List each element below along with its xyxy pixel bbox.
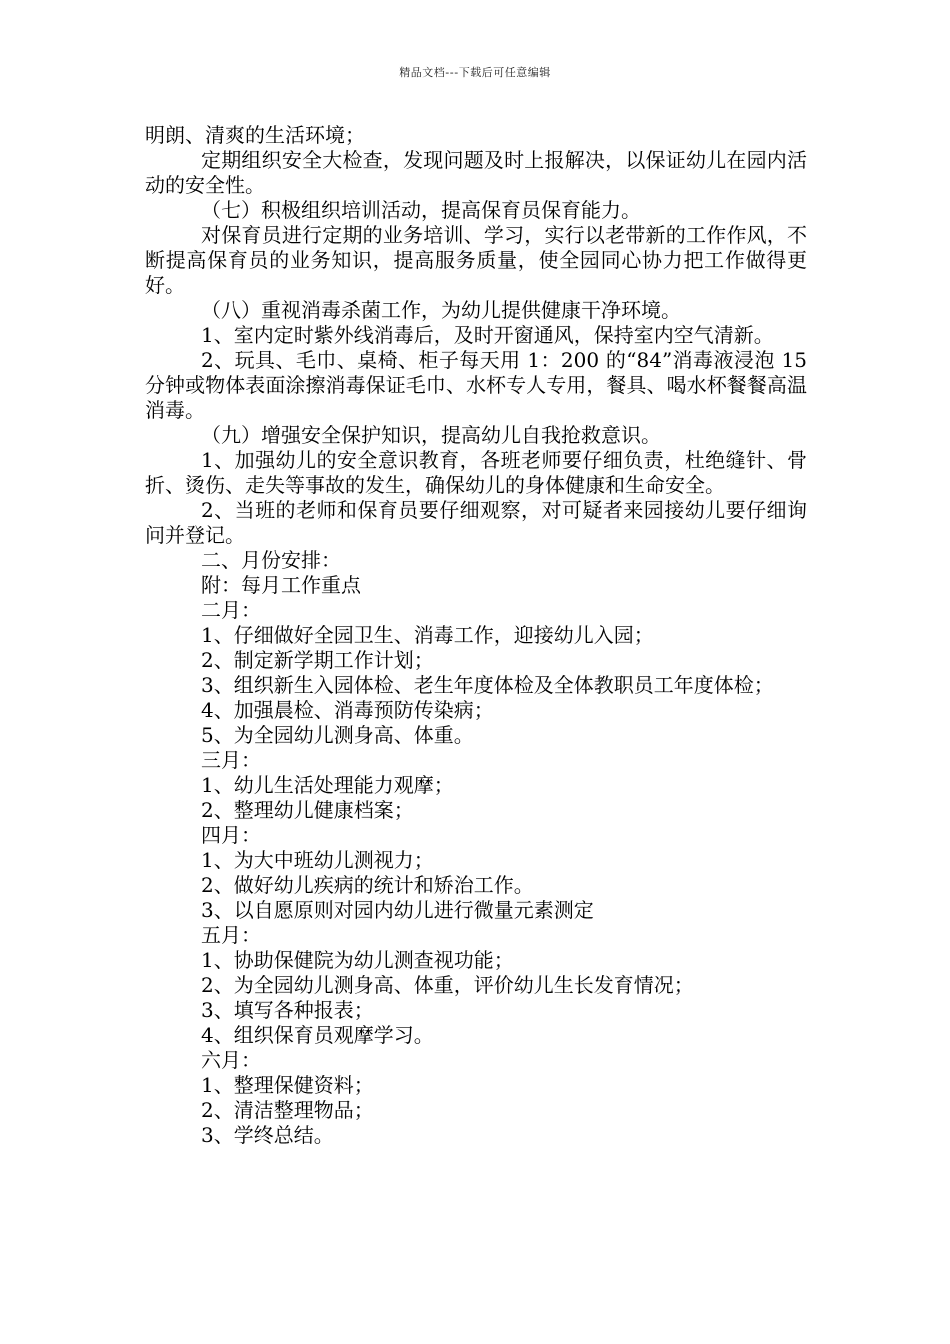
paragraph: 2、整理幼儿健康档案； <box>201 798 414 822</box>
paragraph: 1、整理保健资料； <box>201 1073 374 1097</box>
paragraph: 3、以自愿原则对园内幼儿进行微量元素测定 <box>201 898 594 922</box>
paragraph: 1、室内定时紫外线消毒后，及时开窗通风，保持室内空气清新。 <box>201 323 774 347</box>
paragraph: 1、为大中班幼儿测视力； <box>201 848 434 872</box>
paragraph: （七）积极组织培训活动，提高保育员保育能力。 <box>201 198 641 222</box>
paragraph: 1、幼儿生活处理能力观摩； <box>201 773 454 797</box>
paragraph: 三月： <box>201 748 261 772</box>
paragraph: 2、为全园幼儿测身高、体重，评价幼儿生长发育情况； <box>201 973 694 997</box>
paragraph: 2、玩具、毛巾、桌椅、柜子每天用 1：200 的“84”消毒液浸泡 15 分钟或物体表面涂擦消毒保证毛巾、水杯专人专用，餐具、喝水杯餐餐高温消毒。 <box>145 348 807 422</box>
paragraph: 明朗、清爽的生活环境； <box>145 123 365 147</box>
paragraph: 4、加强晨检、消毒预防传染病； <box>201 698 494 722</box>
paragraph: 四月： <box>201 823 261 847</box>
paragraph: 2、当班的老师和保育员要仔细观察，对可疑者来园接幼儿要仔细询问并登记。 <box>145 498 807 547</box>
paragraph: 3、填写各种报表； <box>201 998 374 1022</box>
paragraph: 定期组织安全大检查，发现问题及时上报解决，以保证幼儿在园内活动的安全性。 <box>145 148 807 197</box>
paragraph: 2、清洁整理物品； <box>201 1098 374 1122</box>
paragraph: 对保育员进行定期的业务培训、学习，实行以老带新的工作作风，不断提高保育员的业务知识，提高服务质量，使全园同心协力把工作做得更好。 <box>145 223 807 297</box>
paragraph: 2、做好幼儿疾病的统计和矫治工作。 <box>201 873 534 897</box>
paragraph: 1、仔细做好全园卫生、消毒工作，迎接幼儿入园； <box>201 623 654 647</box>
paragraph: （八）重视消毒杀菌工作，为幼儿提供健康干净环境。 <box>201 298 681 322</box>
paragraph: 3、学终总结。 <box>201 1123 334 1147</box>
paragraph: 附：每月工作重点 <box>201 573 361 597</box>
paragraph: 4、组织保育员观摩学习。 <box>201 1023 434 1047</box>
paragraph: 5、为全园幼儿测身高、体重。 <box>201 723 474 747</box>
document-body <box>145 123 807 1148</box>
page-header: 精品文档---下载后可任意编辑 <box>399 66 551 79</box>
paragraph: 二、月份安排： <box>201 548 341 572</box>
paragraph: 二月： <box>201 598 261 622</box>
paragraph: 2、制定新学期工作计划； <box>201 648 434 672</box>
paragraph: （九）增强安全保护知识，提高幼儿自我抢救意识。 <box>201 423 661 447</box>
paragraph: 3、组织新生入园体检、老生年度体检及全体教职员工年度体检； <box>201 673 774 697</box>
paragraph: 1、协助保健院为幼儿测查视功能； <box>201 948 514 972</box>
paragraph: 五月： <box>201 923 261 947</box>
paragraph: 1、加强幼儿的安全意识教育，各班老师要仔细负责，杜绝缝针、骨折、烫伤、走失等事故的发生，确保幼儿的身体健康和生命安全。 <box>145 448 807 497</box>
paragraph: 六月： <box>201 1048 261 1072</box>
